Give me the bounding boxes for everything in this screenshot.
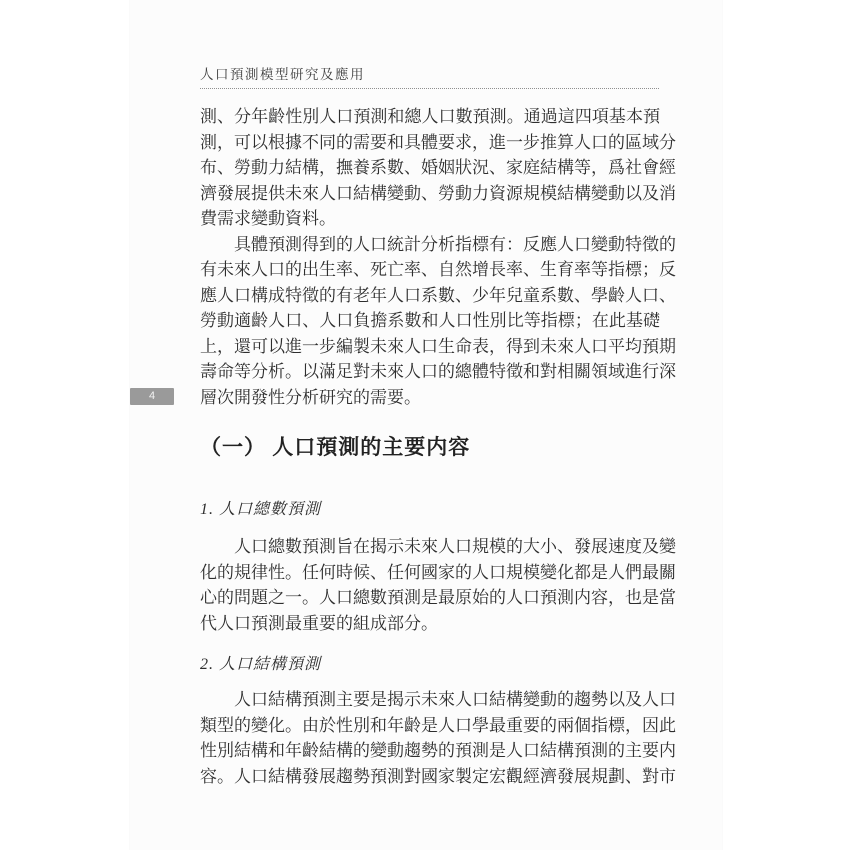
body-line: 心的問題之一。人口總數預測是最原始的人口預測内容，也是當 bbox=[200, 588, 676, 607]
body-line: 壽命等分析。以滿足對未來人口的總體特徵和對相關領域進行深 bbox=[200, 362, 676, 381]
body-line: 人口總數預測旨在揭示未來人口規模的大小、發展速度及變 bbox=[234, 537, 676, 556]
section-heading: （一） 人口預測的主要内容 bbox=[200, 435, 471, 459]
page-number: 4 bbox=[148, 390, 156, 402]
running-header: 人口預測模型研究及應用 bbox=[200, 63, 659, 89]
body-line: 測、分年齡性別人口預測和總人口數預測。通過這四項基本預 bbox=[200, 107, 660, 126]
body-line: 布、勞動力結構，撫養系數、婚姻狀況、家庭結構等，爲社會經 bbox=[200, 158, 676, 177]
subsection-2-heading: 2. 人口結構預測 bbox=[200, 656, 322, 673]
body-line: 測，可以根據不同的需要和具體要求，進一步推算人口的區域分 bbox=[200, 132, 676, 152]
body-line: 有未來人口的出生率、死亡率、自然增長率、生育率等指標；反 bbox=[200, 260, 676, 279]
body-line: 具體預測得到的人口統計分析指標有：反應人口變動特徵的 bbox=[234, 234, 676, 254]
body-line: 層次開發性分析研究的需要。 bbox=[200, 387, 421, 407]
body-line: 濟發展提供未來人口結構變動、勞動力資源規模結構變動以及消 bbox=[200, 183, 676, 203]
body-paragraphs-1-2 bbox=[200, 104, 676, 410]
body-line: 代人口預測最重要的組成部分。 bbox=[200, 613, 438, 633]
body-line: 類型的變化。由於性別和年齡是人口學最重要的兩個指標，因此 bbox=[200, 715, 676, 735]
body-line: 應人口構成特徵的有老年人口系數、少年兒童系數、學齡人口、 bbox=[200, 285, 676, 305]
body-line: 容。人口結構發展趨勢預測對國家製定宏觀經濟發展規劃、對市 bbox=[200, 766, 676, 786]
body-paragraph-3 bbox=[200, 534, 676, 636]
body-line: 化的規律性。任何時候、任何國家的人口規模變化都是人們最關 bbox=[200, 562, 676, 582]
body-line: 上，還可以進一步編製未來人口生命表，得到未來人口平均預期 bbox=[200, 336, 676, 356]
body-line: 性別結構和年齡結構的變動趨勢的預測是人口結構預測的主要内 bbox=[200, 741, 676, 760]
body-line: 勞動適齡人口、人口負擔系數和人口性別比等指標；在此基礎 bbox=[200, 311, 660, 330]
page-number-badge bbox=[130, 388, 174, 405]
body-line: 費需求變動資料。 bbox=[200, 209, 336, 228]
body-line: 人口結構預測主要是揭示未來人口結構變動的趨勢以及人口 bbox=[234, 690, 676, 709]
subsection-1-heading: 1. 人口總數預測 bbox=[200, 501, 322, 518]
body-paragraph-4 bbox=[200, 687, 676, 789]
scan-page bbox=[130, 0, 722, 850]
